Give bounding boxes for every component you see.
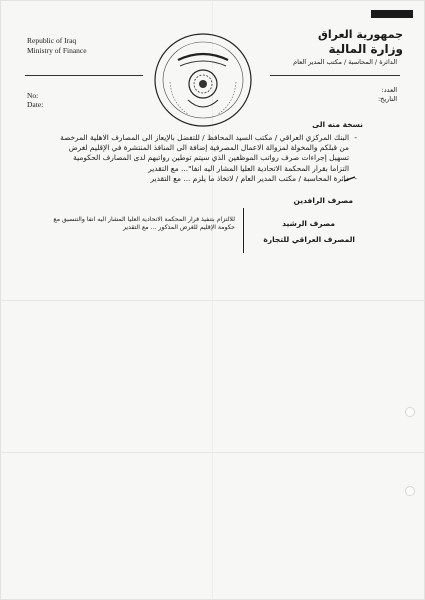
bank-instruction-note: للالتزام بتنفيذ قرار المحكمة الاتحادية العليا المشار اليه انفا والتنسيق مع حكومة الإقليم للغرض المذكور ... مع التقدير xyxy=(53,216,235,232)
ministry-emblem-seal xyxy=(148,30,258,130)
header-rule-left xyxy=(25,75,143,76)
bank-tbi: المصرف العراقي للتجارة xyxy=(263,235,355,244)
copy-to-heading: نسخة منه الى xyxy=(312,120,363,129)
punch-hole xyxy=(405,407,415,417)
english-letterhead xyxy=(27,36,87,56)
ar-no-label: العدد: xyxy=(381,86,397,94)
ar-date-label: التاريخ: xyxy=(377,95,397,103)
en-date-label: Date: xyxy=(27,100,44,109)
en-ministry: Ministry of Finance xyxy=(27,46,87,55)
english-reference-fields xyxy=(27,91,43,109)
arabic-reference-fields xyxy=(378,86,397,104)
distribution-item-central-bank: - البنك المركزي العراقي / مكتب السيد المحافظ / للتفضل بالإيعاز الى المصارف الاهلية المرخصة من قبلكم والمخولة لمزوالة الاعمال المصرفية إضافة الى المنافذ المنتشرة في الإقليم لغرض تسهيل إجراءات صرف رواتب الموظفين الذي سيتم توطين رواتبهم لدى المصارف الحكومية التزاما بقرار المحكمة الاتحادية العليا المشار اليه انفا"... مع التقدير xyxy=(57,133,357,174)
handwritten-tick-mark xyxy=(343,176,357,182)
en-no-label: No: xyxy=(27,91,39,100)
department-line: الدائرة / المحاسبة / مكتب المدير العام xyxy=(293,58,397,66)
arabic-letterhead xyxy=(318,28,403,57)
punch-hole xyxy=(405,486,415,496)
redaction-bar xyxy=(371,10,413,18)
bank-rafidain: مصرف الرافدين xyxy=(293,196,353,205)
ar-ministry: وزارة المالية xyxy=(328,42,403,56)
en-country: Republic of Iraq xyxy=(27,36,77,45)
bank-group-brace xyxy=(243,208,244,253)
header-rule-right xyxy=(270,75,400,76)
distribution-item-accounting-dept: - دائرة المحاسبة / مكتب المدير العام / لاتخاذ ما يلزم ... مع التقدير xyxy=(57,174,357,184)
bank-rasheed: مصرف الرشيد xyxy=(282,219,335,228)
distribution-list xyxy=(57,133,357,184)
ar-country: جمهورية العراق xyxy=(318,28,403,41)
